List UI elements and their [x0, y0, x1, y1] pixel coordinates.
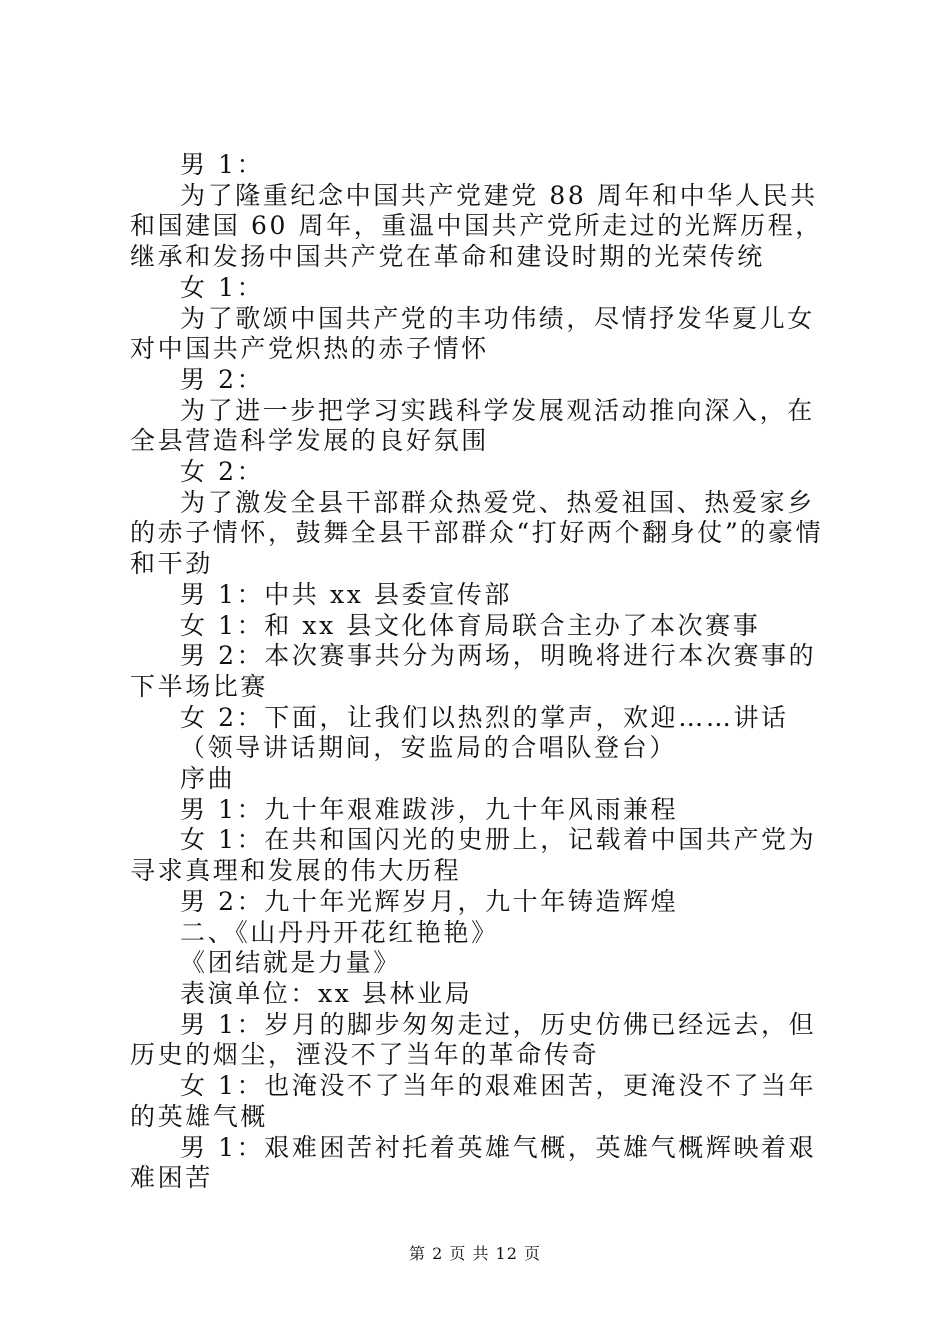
- paragraph: 为了隆重纪念中国共产党建党 88 周年和中华人民共和国建国 60 周年，重温中国共产党所走过的光辉历程，继承和发扬中国共产党在革命和建设时期的光荣传统: [130, 180, 823, 272]
- paragraph: 女 2：: [180, 457, 265, 487]
- paragraph: 女 1：也淹没不了当年的艰难困苦，更淹没不了当年的英雄气概: [130, 1071, 817, 1131]
- paragraph: （领导讲话期间，安监局的合唱队登台）: [180, 733, 677, 763]
- paragraph: 男 2：: [180, 364, 265, 394]
- page-number-footer: 第 2 页 共 12 页: [409, 1244, 541, 1263]
- paragraph: 女 1：在共和国闪光的史册上，记载着中国共产党为寻求真理和发展的伟大历程: [130, 825, 817, 886]
- document-body: [130, 150, 835, 1194]
- paragraph: 女 1：和 xx 县文化体育局联合主办了本次赛事: [180, 610, 761, 640]
- paragraph: 男 1：: [180, 150, 265, 179]
- paragraph: 男 1：九十年艰难跋涉，九十年风雨兼程: [180, 794, 679, 824]
- paragraph: 女 2：下面，让我们以热烈的掌声，欢迎……讲话: [180, 702, 789, 732]
- paragraph: 二、《山丹丹开花红艳艳》: [180, 917, 499, 947]
- paragraph: 为了进一步把学习实践科学发展观活动推向深入，在全县营造科学发展的良好氛围: [130, 395, 815, 456]
- paragraph: 男 1：艰难困苦衬托着英雄气概，英雄气概辉映着艰难困苦: [130, 1132, 817, 1193]
- paragraph: 为了歌颂中国共产党的丰功伟绩，尽情抒发华夏儿女对中国共产党炽热的赤子情怀: [130, 303, 815, 364]
- paragraph: 女 1：: [180, 272, 265, 302]
- paragraph: 《团结就是力量》: [180, 948, 401, 978]
- paragraph: 男 2：九十年光辉岁月，九十年铸造辉煌: [180, 886, 679, 916]
- paragraph: 为了激发全县干部群众热爱党、热爱祖国、热爱家乡的赤子情怀，鼓舞全县干部群众“打好两个翻身仗”的豪情和干劲: [130, 487, 824, 579]
- paragraph: 男 2：本次赛事共分为两场，明晚将进行本次赛事的下半场比赛: [130, 641, 817, 701]
- paragraph: 表演单位：xx 县林业局: [180, 978, 473, 1008]
- paragraph: 序曲: [180, 764, 236, 794]
- paragraph: 男 1：岁月的脚步匆匆走过，历史仿佛已经远去，但历史的烟尘，湮没不了当年的革命传奇: [130, 1009, 817, 1070]
- paragraph: 男 1：中共 xx 县委宣传部: [180, 579, 512, 609]
